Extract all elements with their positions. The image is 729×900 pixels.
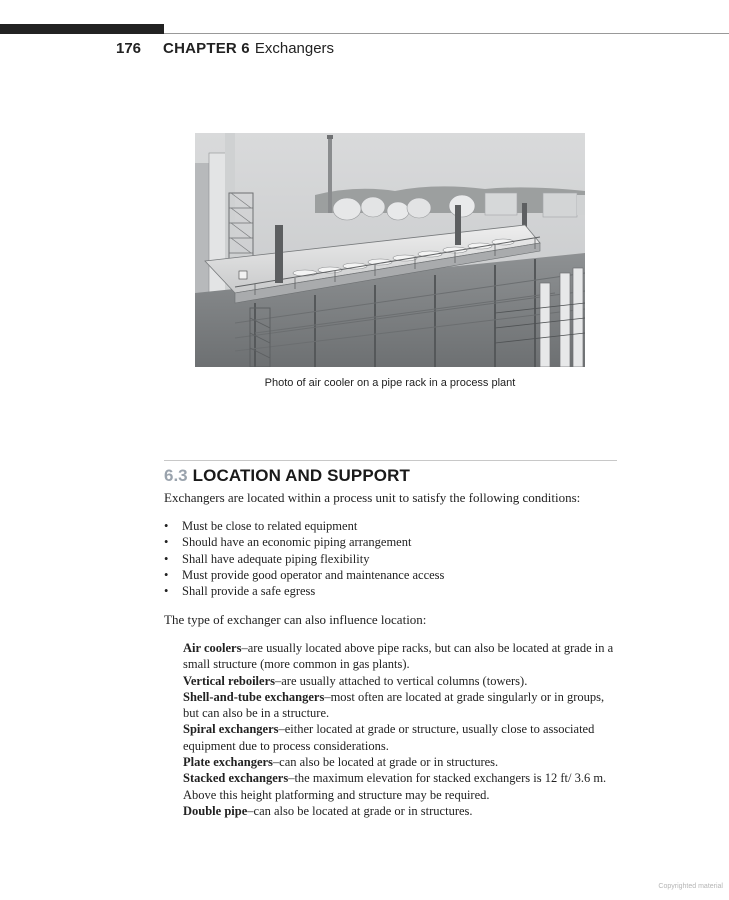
list-item [164, 518, 444, 534]
definition-text: –are usually located above pipe racks, but can also be located at grade in a small structure (more common in gas plants). [183, 641, 614, 672]
definition-term: Spiral exchangers [183, 722, 279, 737]
bullet-icon: • [164, 584, 169, 599]
list-item-text: Shall have adequate piping flexibility [182, 551, 370, 566]
copyright-notice: Copyrighted material [658, 883, 723, 890]
definition-text: –are usually attached to vertical columns (towers). [275, 673, 528, 688]
header-bar [0, 24, 164, 34]
definition-text: –can also be located at grade or in structures. [272, 755, 499, 770]
bullet-icon: • [164, 535, 169, 550]
definition-term: Double pipe [183, 803, 248, 818]
list-item-text: Must be close to related equipment [182, 519, 358, 533]
definition-item [183, 689, 623, 722]
bullet-icon: • [164, 519, 169, 533]
section-intro: Exchangers are located within a process unit to satisfy the following conditions: [164, 490, 581, 505]
definition-text: –either located at grade or structure, usually close to associated equipment due to process considerations. [183, 722, 595, 753]
bullet-icon: • [164, 551, 169, 566]
definition-term: Air coolers [183, 641, 242, 655]
definition-term: Plate exchangers [183, 755, 273, 770]
definition-term: Stacked exchangers [183, 771, 289, 786]
definition-term: Shell-and-tube exchangers [183, 689, 325, 704]
type-intro: The type of exchanger can also influence location: [164, 612, 427, 627]
header-rule [164, 33, 729, 34]
chapter-title: Exchangers [254, 40, 335, 57]
section-rule [164, 460, 617, 461]
page-number: 176 [116, 40, 142, 57]
bullet-icon: • [164, 567, 169, 582]
list-item [164, 583, 444, 599]
conditions-list [164, 518, 444, 599]
list-item-text: Shall provide a safe egress [182, 584, 316, 599]
definition-item [183, 673, 623, 689]
definition-item [183, 754, 623, 770]
definition-text: –can also be located at grade or in structures. [247, 803, 473, 818]
list-item [164, 551, 444, 567]
section-heading [164, 466, 410, 486]
exchanger-definitions [183, 640, 623, 819]
air-cooler-photo [195, 133, 585, 367]
running-head [116, 40, 334, 57]
list-item-text: Must provide good operator and maintenance access [182, 567, 445, 582]
definition-text: –the maximum elevation for stacked exchangers is 12 ft/ 3.6 m. Above this height platforming and structure may be required. [183, 771, 607, 802]
section-number: 6.3 [164, 466, 188, 485]
section-title: LOCATION AND SUPPORT [192, 466, 410, 485]
definition-item [183, 721, 623, 754]
definition-item [183, 770, 623, 803]
definition-term: Vertical reboilers [183, 673, 275, 688]
definition-item [183, 640, 623, 673]
list-item-text: Should have an economic piping arrangement [182, 535, 412, 550]
chapter-label: CHAPTER 6 [163, 40, 250, 57]
definition-text: –most often are located at grade singularly or in groups, but can also be in a structure. [183, 689, 605, 721]
list-item [164, 534, 444, 550]
figure-caption: Photo of air cooler on a pipe rack in a process plant [264, 377, 516, 389]
definition-item [183, 803, 623, 819]
list-item [164, 567, 444, 583]
